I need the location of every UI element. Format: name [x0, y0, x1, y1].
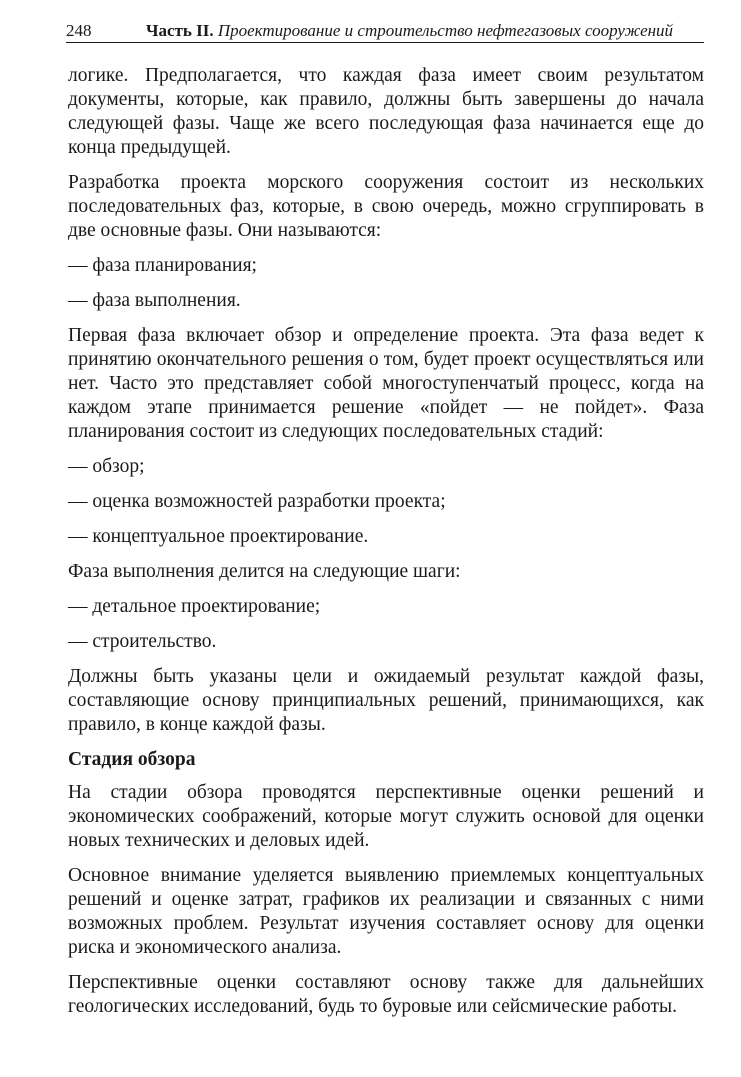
paragraph-4: Фаза выполнения делится на следующие шаги: [68, 561, 461, 582]
header-title [146, 20, 673, 42]
paragraph-6: На стадии обзора проводятся перспективные оценки решений и экономических соображений, которые могут служить основой для оценки новых технических и деловых идей. [68, 782, 704, 851]
page-body [68, 64, 704, 1030]
section-heading: Стадия обзора [68, 749, 196, 770]
paragraph-1: логике. Предполагается, что каждая фаза имеет своим результатом документы, которые, как правило, должны быть завершены до начала следующей фазы. Чаще же всего последующая фаза начинается еще до конца предыдущей. [68, 65, 704, 158]
paragraph-8: Перспективные оценки составляют основу также для дальнейших геологических исследований, будь то буровые или сейсмические работы. [68, 972, 704, 1017]
running-header [66, 20, 704, 43]
list-item-review: — обзор; [68, 456, 145, 477]
list-item-construction: — строительство. [68, 631, 217, 652]
paragraph-5: Должны быть указаны цели и ожидаемый результат каждой фазы, составляющие основу принципиальных решений, принимающихся, как правило, в конце каждой фазы. [68, 666, 704, 735]
header-part-title: Проектирование и строительство нефтегазовых сооружений [217, 21, 674, 40]
list-item-planning-phase: — фаза планирования; [68, 255, 257, 276]
page-number: 248 [66, 21, 92, 40]
list-item-feasibility: — оценка возможностей разработки проекта; [68, 491, 446, 512]
paragraph-7: Основное внимание уделяется выявлению приемлемых концептуальных решений и оценке затрат, графиков их реализации и связанных с ними возможных проблем. Результат изучения составляет основу для оценки риска и экономического анализа. [68, 865, 704, 958]
header-part-label: Часть II. [146, 21, 214, 40]
paragraph-3: Первая фаза включает обзор и определение проекта. Эта фаза ведет к принятию окончательного решения о том, будет проект осуществляться или нет. Часто это представляет собой многоступенчатый процесс, когда на каждом этапе принимается решение «пойдет — не пойдет». Фаза планирования состоит из следующих последовательных стадий: [68, 325, 704, 442]
list-item-concept-design: — концептуальное проектирование. [68, 526, 369, 547]
list-item-execution-phase: — фаза выполнения. [68, 290, 241, 311]
paragraph-2: Разработка проекта морского сооружения состоит из нескольких последовательных фаз, которые, в свою очередь, можно сгруппировать в две основные фазы. Они называются: [68, 172, 704, 241]
list-item-detailed-design: — детальное проектирование; [68, 596, 321, 617]
